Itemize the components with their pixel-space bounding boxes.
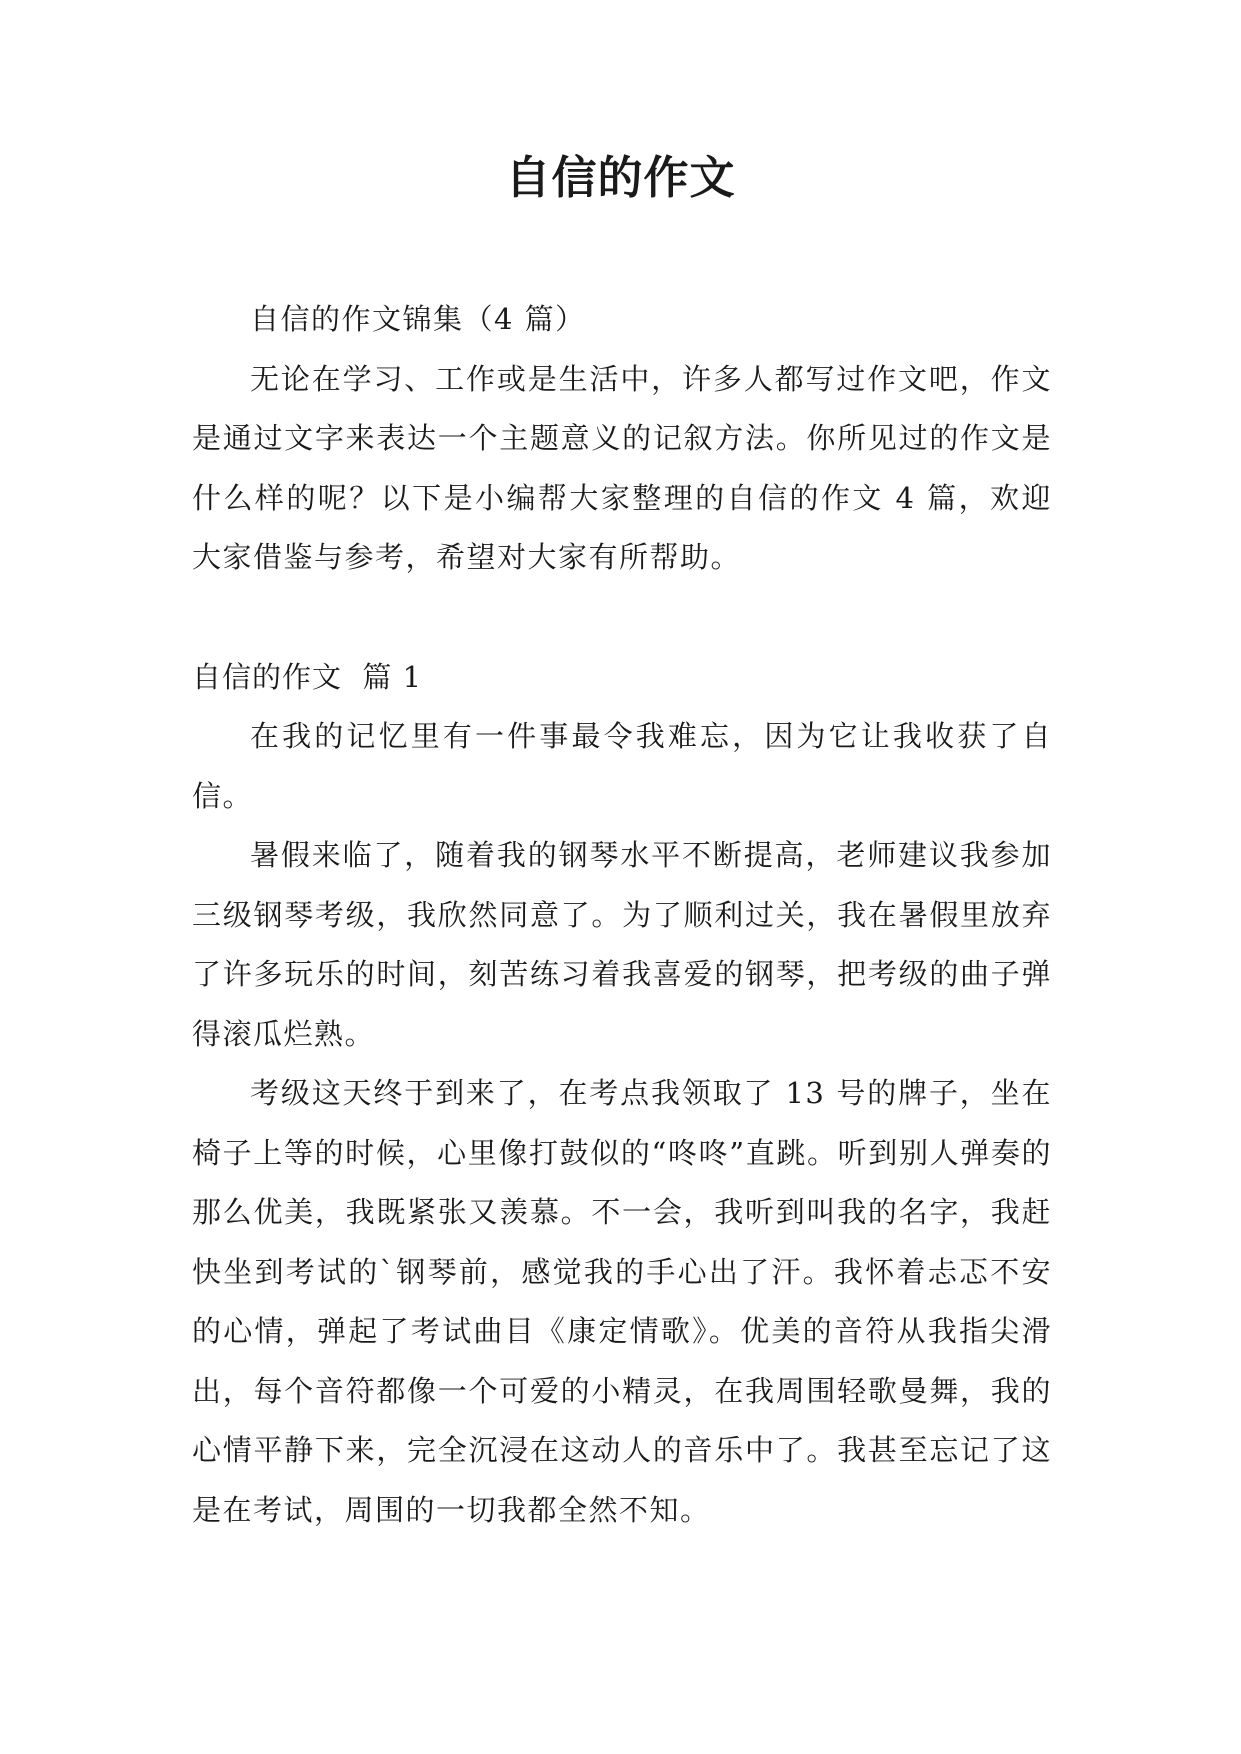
- document-body: [192, 290, 1052, 1540]
- document-subtitle: 自信的作文锦集（4 篇）: [250, 302, 586, 336]
- body-paragraph-2: 暑假来临了，随着我的钢琴水平不断提高，老师建议我参加三级钢琴考级，我欣然同意了。为了顺利过关，我在暑假里放弃了许多玩乐的时间，刻苦练习着我喜爱的钢琴，把考级的曲子弹得滚瓜烂熟。: [192, 838, 1052, 1051]
- body-paragraph-3: 考级这天终于到来了，在考点我领取了 13 号的牌子，坐在椅子上等的时候，心里像打鼓似的“咚咚”直跳。听到别人弹奏的那么优美，我既紧张又羡慕。不一会，我听到叫我的名字，我赶快坐到考试的`钢琴前，感觉我的手心出了汗。我怀着忐忑不安的心情，弹起了考试曲目《康定情歌》。优美的音符从我指尖滑出，每个音符都像一个可爱的小精灵，在我周围轻歌曼舞，我的心情平静下来，完全沉浸在这动人的音乐中了。我甚至忘记了这是在考试，周围的一切我都全然不知。: [192, 1076, 1052, 1527]
- document-title: 自信的作文: [505, 151, 736, 204]
- intro-paragraph: 无论在学习、工作或是生活中，许多人都写过作文吧，作文是通过文字来表达一个主题意义的记叙方法。你所见过的作文是什么样的呢？以下是小编帮大家整理的自信的作文 4 篇，欢迎大家借鉴与参考，希望对大家有所帮助。: [192, 361, 1052, 574]
- body-paragraph-1: 在我的记忆里有一件事最令我难忘，因为它让我收获了自信。: [192, 719, 1052, 813]
- section-heading: 自信的作文 篇 1: [192, 659, 423, 694]
